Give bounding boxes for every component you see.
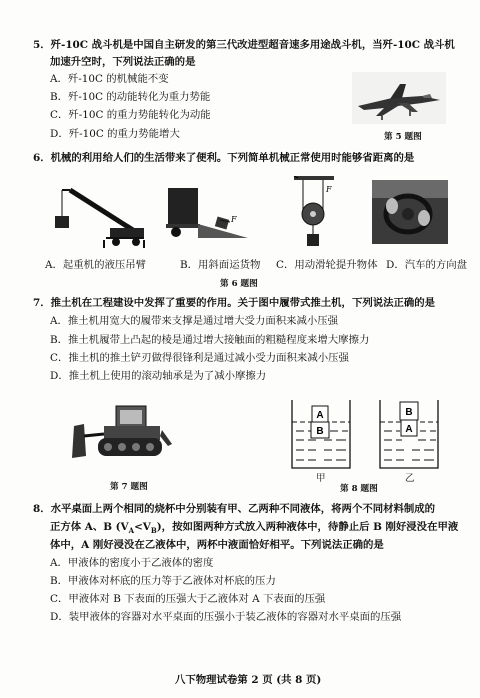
crane-image bbox=[40, 176, 148, 250]
q6-figure-caption: 第 6 题图 bbox=[220, 279, 258, 289]
q7-option-c: C．推土机的推土铲刃做得很锋利是通过减小受力面积来减小压强 bbox=[50, 352, 349, 364]
page-footer: 八下物理试卷第 2 页 (共 8 页) bbox=[175, 674, 322, 686]
q7-figure-caption: 第 7 题图 bbox=[110, 482, 148, 492]
beakers-figure bbox=[290, 398, 442, 470]
q6-option-c: C．用动滑轮提升物体 bbox=[276, 259, 378, 271]
block-b-label-1: B bbox=[316, 426, 324, 437]
q7-option-b: B．推土机履带上凸起的棱是通过增大接触面的粗糙程度来增大摩擦力 bbox=[50, 334, 370, 346]
pulley-force-label: F bbox=[326, 185, 332, 194]
beaker-jia bbox=[292, 400, 350, 468]
block-b-label-2: B bbox=[405, 407, 413, 418]
q7-option-d: D．推土机上使用的滚动轴承是为了减小摩擦力 bbox=[50, 370, 267, 382]
q8-stem-line1: 8．水平桌面上两个相同的烧杯中分别装有甲、乙两种不同液体，将两个不同材料制成的 bbox=[33, 503, 436, 515]
q5-figure-caption: 第 5 题图 bbox=[384, 132, 422, 142]
q5-option-d: D．歼-10C 的重力势能增大 bbox=[50, 128, 180, 140]
q8-stem-line3: 体中，A 刚好浸没在乙液体中，两杯中液面恰好相平。下列说法正确的是 bbox=[50, 539, 384, 551]
q6-stem: 6．机械的利用给人们的生活带来了便利。下列简单机械正常使用时能够省距离的是 bbox=[33, 152, 415, 164]
steering-wheel-photo bbox=[372, 180, 448, 244]
block-a-label-2: A bbox=[405, 424, 413, 435]
beaker-jia-label: 甲 bbox=[316, 473, 326, 484]
q6-option-d: D．汽车的方向盘 bbox=[386, 259, 468, 271]
q8-stem-line2: 正方体 A、B $(V_A<V_B)$，按如图两种方式放入两种液体中，待静止后 B 刚好浸没在甲液 bbox=[50, 521, 459, 536]
beaker-yi bbox=[380, 400, 438, 468]
q5-option-b: B．歼-10C 的动能转化为重力势能 bbox=[50, 91, 211, 103]
q5-stem-line1: 5．歼-10C 战斗机是中国自主研发的第三代改进型超音速多用途战斗机，当歼-10C 战斗机 bbox=[33, 39, 455, 51]
force-label: F bbox=[231, 215, 237, 224]
q8-figure-caption: 第 8 题图 bbox=[340, 484, 378, 494]
q5-option-c: C．歼-10C 的重力势能转化为动能 bbox=[50, 109, 211, 121]
q7-stem: 7．推土机在工程建设中发挥了重要的作用。关于图中履带式推土机，下列说法正确的是 bbox=[33, 297, 436, 309]
q8-option-d: D．装甲液体的容器对水平桌面的压强小于装乙液体的容器对水平桌面的压强 bbox=[50, 611, 402, 623]
q6-option-b: B．用斜面运货物 bbox=[180, 259, 261, 271]
bulldozer-photo bbox=[70, 400, 174, 466]
q8-option-c: C．甲液体对 B 下表面的压强大于乙液体对 A 下表面的压强 bbox=[50, 593, 326, 605]
ramp-image bbox=[160, 180, 252, 244]
beaker-yi-label: 乙 bbox=[405, 473, 415, 484]
q5-stem-line2: 加速升空时，下列说法正确的是 bbox=[50, 56, 196, 68]
pulley-image bbox=[292, 176, 338, 252]
q8-option-b: B．甲液体对杯底的压力等于乙液体对杯底的压力 bbox=[50, 575, 276, 587]
q7-option-a: A．推土机用宽大的履带来支撑是通过增大受力面积来减小压强 bbox=[50, 315, 339, 327]
q8-option-a: A．甲液体的密度小于乙液体的密度 bbox=[50, 557, 214, 569]
q5-option-a: A．歼-10C 的机械能不变 bbox=[50, 73, 169, 85]
block-a-label-1: A bbox=[316, 410, 324, 421]
fighter-jet-photo bbox=[352, 72, 446, 124]
q6-option-a: A．起重机的液压吊臂 bbox=[45, 259, 147, 271]
